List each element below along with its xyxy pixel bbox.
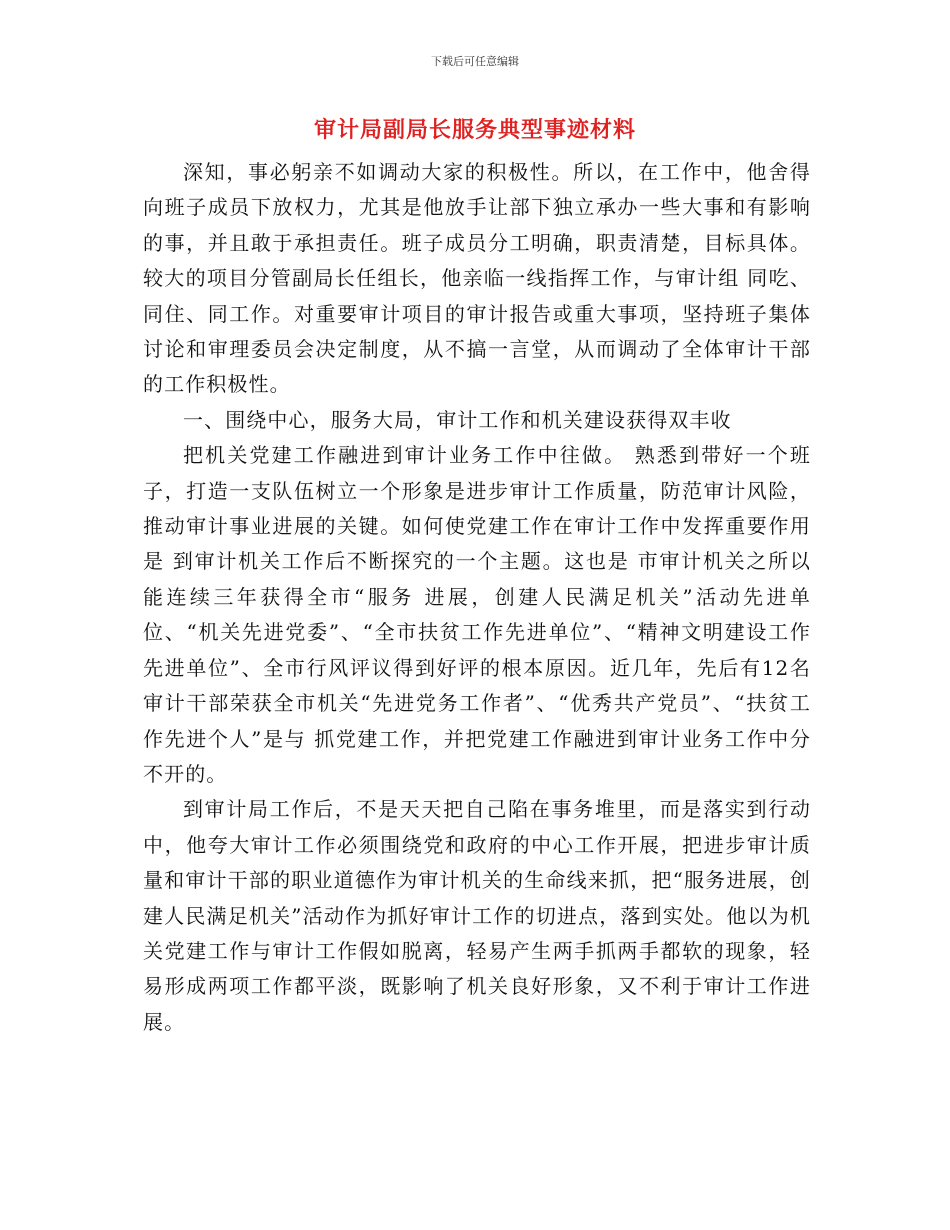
header-note: 下载后可任意编辑 [431, 55, 519, 68]
paragraph-1: 深知，事必躬亲不如调动大家的积极性。所以，在工作中，他舍得向班子成员下放权力，尤其是他放手让部下独立承办一些大事和有影响的事，并且敢于承担责任。班子成员分工明确，职责清楚，目标具体。较大的项目分管副局长任组长，他亲临一线指挥工作，与审计组 同吃、同住、同工作。对重要审计项目的审计报告或重大事项，坚持班子集体讨论和审理委员会决定制度，从不搞一言堂，从而调动了全体审计干部的工作积极性。 [143, 160, 811, 397]
paragraph-2: 把机关党建工作融进到审计业务工作中往做。 熟悉到带好一个班子，打造一支队伍树立一个形象是进步审计工作质量，防范审计风险，推动审计事业进展的关键。如何使党建工作在审计工作中发挥重要作用是 到审计机关工作后不断探究的一个主题。这也是 市审计机关之所以能连续三年获得全市“服务 进展，创建人民满足机关”活动先进单位、“机关先进党委”、“全市扶贫工作先进单位”、“精神文明建设工作先进单位”、全市行风评议得到好评的根本原因。近几年，先后有12名审计干部荣获全市机关“先进党务工作者”、“优秀共产党员”、“扶贫工作先进个人”是与 抓党建工作，并把党建工作融进到审计业务工作中分不开的。 [143, 443, 811, 786]
paragraph-3: 到审计局工作后，不是天天把自己陷在事务堆里，而是落实到行动中，他夸大审计工作必须围绕党和政府的中心工作开展，把进步审计质量和审计干部的职业道德作为审计机关的生命线来抓，把“服务进展，创建人民满足机关”活动作为抓好审计工作的切进点，落到实处。他以为机关党建工作与审计工作假如脱离，轻易产生两手抓两手都软的现象，轻易形成两项工作都平淡，既影响了机关良好形象，又不利于审计工作进展。 [143, 797, 811, 1034]
document-body [143, 155, 811, 1040]
document-title: 审计局副局长服务典型事迹材料 [313, 118, 636, 143]
section-heading-1: 一、围绕中心，服务大局，审计工作和机关建设获得双丰收 [183, 407, 732, 432]
